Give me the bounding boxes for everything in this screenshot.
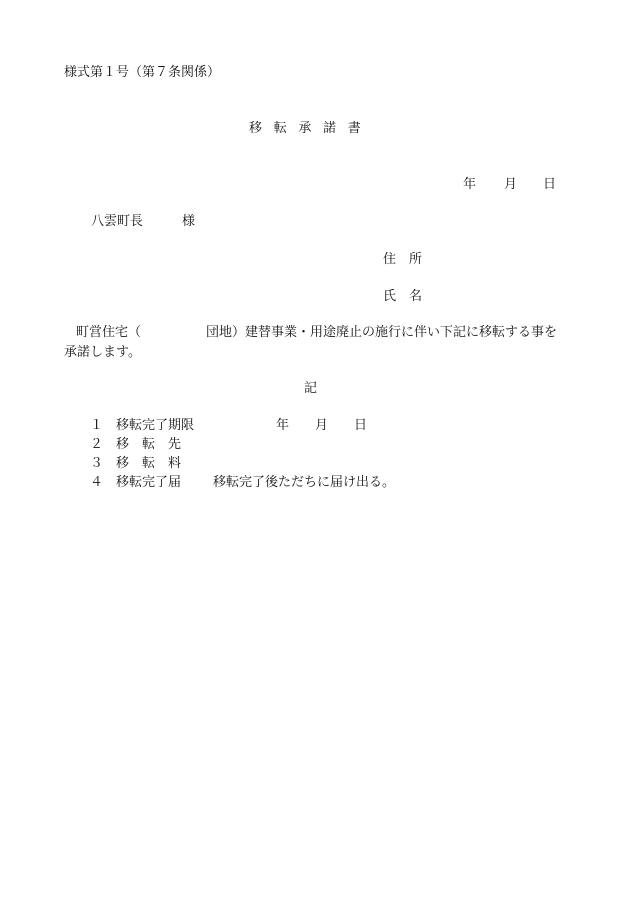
list-item (90, 476, 395, 489)
item-label: 移転完了届 (116, 475, 182, 490)
item-value: 移転完了後ただちに届け出る。 (213, 475, 396, 490)
addressee-name: 八雲町長 (91, 214, 144, 229)
list-item (90, 457, 181, 470)
item-number: ４ (90, 475, 104, 490)
item-label: 移 転 先 (116, 437, 182, 452)
body-text: 町営住宅（ 団地）建替事業・用途廃止の施行に伴い下記に移転する事を承諾します。 (64, 325, 558, 360)
item-number: ２ (90, 437, 104, 452)
name-label: 氏 名 (383, 289, 423, 304)
item-value: 年 月 日 (276, 418, 368, 433)
date-year: 年 (463, 177, 477, 192)
item-label: 移 転 料 (116, 456, 182, 471)
ki-heading: 記 (304, 381, 318, 396)
item-number: １ (90, 418, 104, 433)
addressee-honorific: 様 (182, 214, 196, 229)
list-item (90, 438, 181, 451)
form-label: 様式第１号（第７条関係） (64, 65, 221, 80)
item-label: 移転完了期限 (116, 418, 195, 433)
document-title: 移転承諾書 (249, 121, 373, 136)
list-item (90, 419, 367, 432)
date-month: 月 (504, 177, 518, 192)
item-number: ３ (90, 456, 104, 471)
date-day: 日 (543, 177, 557, 192)
address-label: 住 所 (383, 252, 423, 267)
